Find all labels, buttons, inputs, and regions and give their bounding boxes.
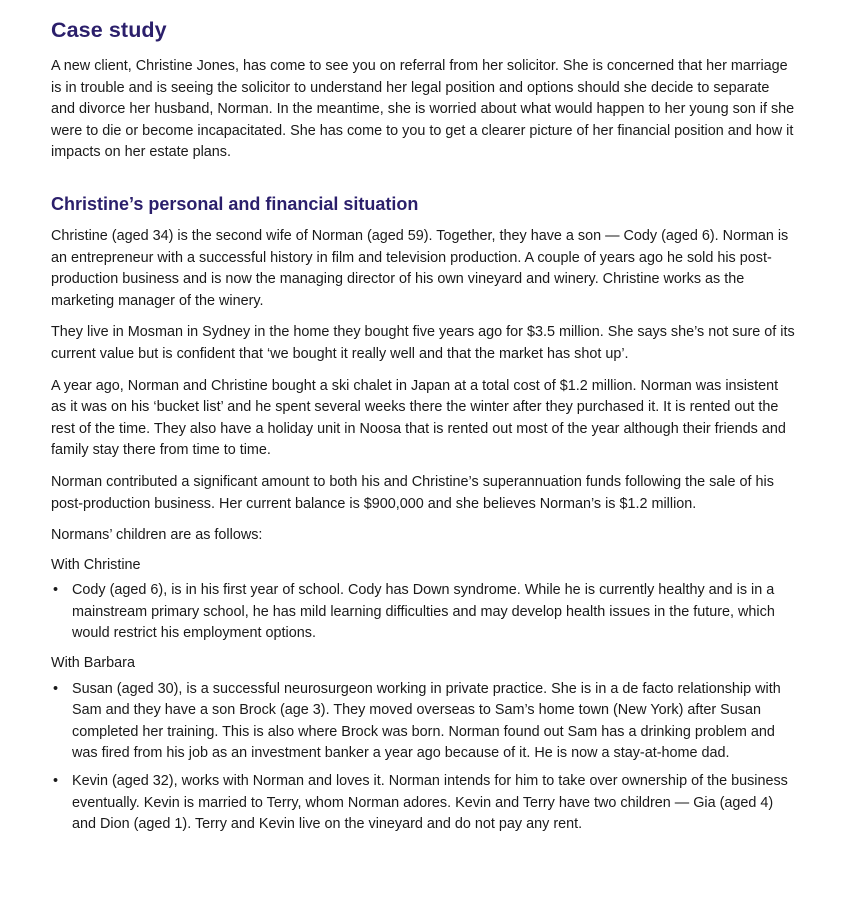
paragraph-children-intro: Normans’ children are as follows: <box>51 527 263 544</box>
paragraph-superannuation: Norman contributed a significant amount to both his and Christine’s superannuation funds following the sale of his post-production business. Her current balance is $900,000 and she believes Norman’s is $1.2 million. <box>51 473 774 512</box>
list-item <box>51 580 796 645</box>
section-heading: Christine’s personal and financial situation <box>51 193 419 214</box>
bullet-icon: • <box>53 582 59 599</box>
list-item-text: Susan (aged 30), is a successful neurosurgeon working in private practice. She is in a de facto relationship with Sam and they have a son Brock (age 3). They moved overseas to Sam’s home town (New York) after Susan completed her training. This is also where Brock was born. Norman found out Sam has a drinking problem and was fired from his job as an investment banker a year ago because of it. He is now a stay-at-home dad. <box>72 680 781 762</box>
bullet-icon: • <box>53 680 59 697</box>
paragraph-properties: A year ago, Norman and Christine bought a ski chalet in Japan at a total cost of $1.2 million. Norman was insistent as it was on his ‘bucket list’ and he spent several weeks there the winter after they purchased it. It is rented out the rest of the time. They also have a holiday unit in Noosa that is rented out most of the year although their friends and family stay there from time to time. <box>51 377 786 459</box>
list-item <box>51 771 796 836</box>
case-study-heading: Case study <box>51 18 167 42</box>
bullet-icon: • <box>53 773 59 790</box>
paragraph-home: They live in Mosman in Sydney in the home they bought five years ago for $3.5 million. She says she’s not sure of its current value but is confident that ‘we bought it really well and that the market has shot up’. <box>51 324 795 362</box>
children-list-christine <box>51 580 796 645</box>
list-item <box>51 679 796 765</box>
group-label-barbara: With Barbara <box>51 655 135 672</box>
children-list-barbara <box>51 679 796 836</box>
list-item-text: Cody (aged 6), is in his first year of school. Cody has Down syndrome. While he is currently healthy and is in a mainstream primary school, he has mild learning difficulties and may develop health issues in the future, which would restrict his employment options. <box>72 582 775 642</box>
list-item-text: Kevin (aged 32), works with Norman and loves it. Norman intends for him to take over ownership of the business eventually. Kevin is married to Terry, whom Norman adores. Kevin and Terry have two children — Gia (aged 4) and Dion (aged 1). Terry and Kevin live on the vineyard and do not pay any rent. <box>72 773 788 833</box>
group-label-christine: With Christine <box>51 556 141 573</box>
document-page <box>51 14 796 844</box>
paragraph-personal: Christine (aged 34) is the second wife of Norman (aged 59). Together, they have a son — Cody (aged 6). Norman is an entrepreneur with a successful history in film and television production. A couple of years ago he sold his post-production business and is now the managing director of his own vineyard and winery. Christine works as the marketing manager of the winery. <box>51 227 789 309</box>
intro-paragraph: A new client, Christine Jones, has come to see you on referral from her solicitor. She is concerned that her marriage is in trouble and is seeing the solicitor to understand her legal position and options should she decide to separate and divorce her husband, Norman. In the meantime, she is worried about what would happen to her young son if she were to die or become incapacitated. She has come to you to get a clearer picture of her financial position and how it impacts on her estate plans. <box>51 58 795 161</box>
